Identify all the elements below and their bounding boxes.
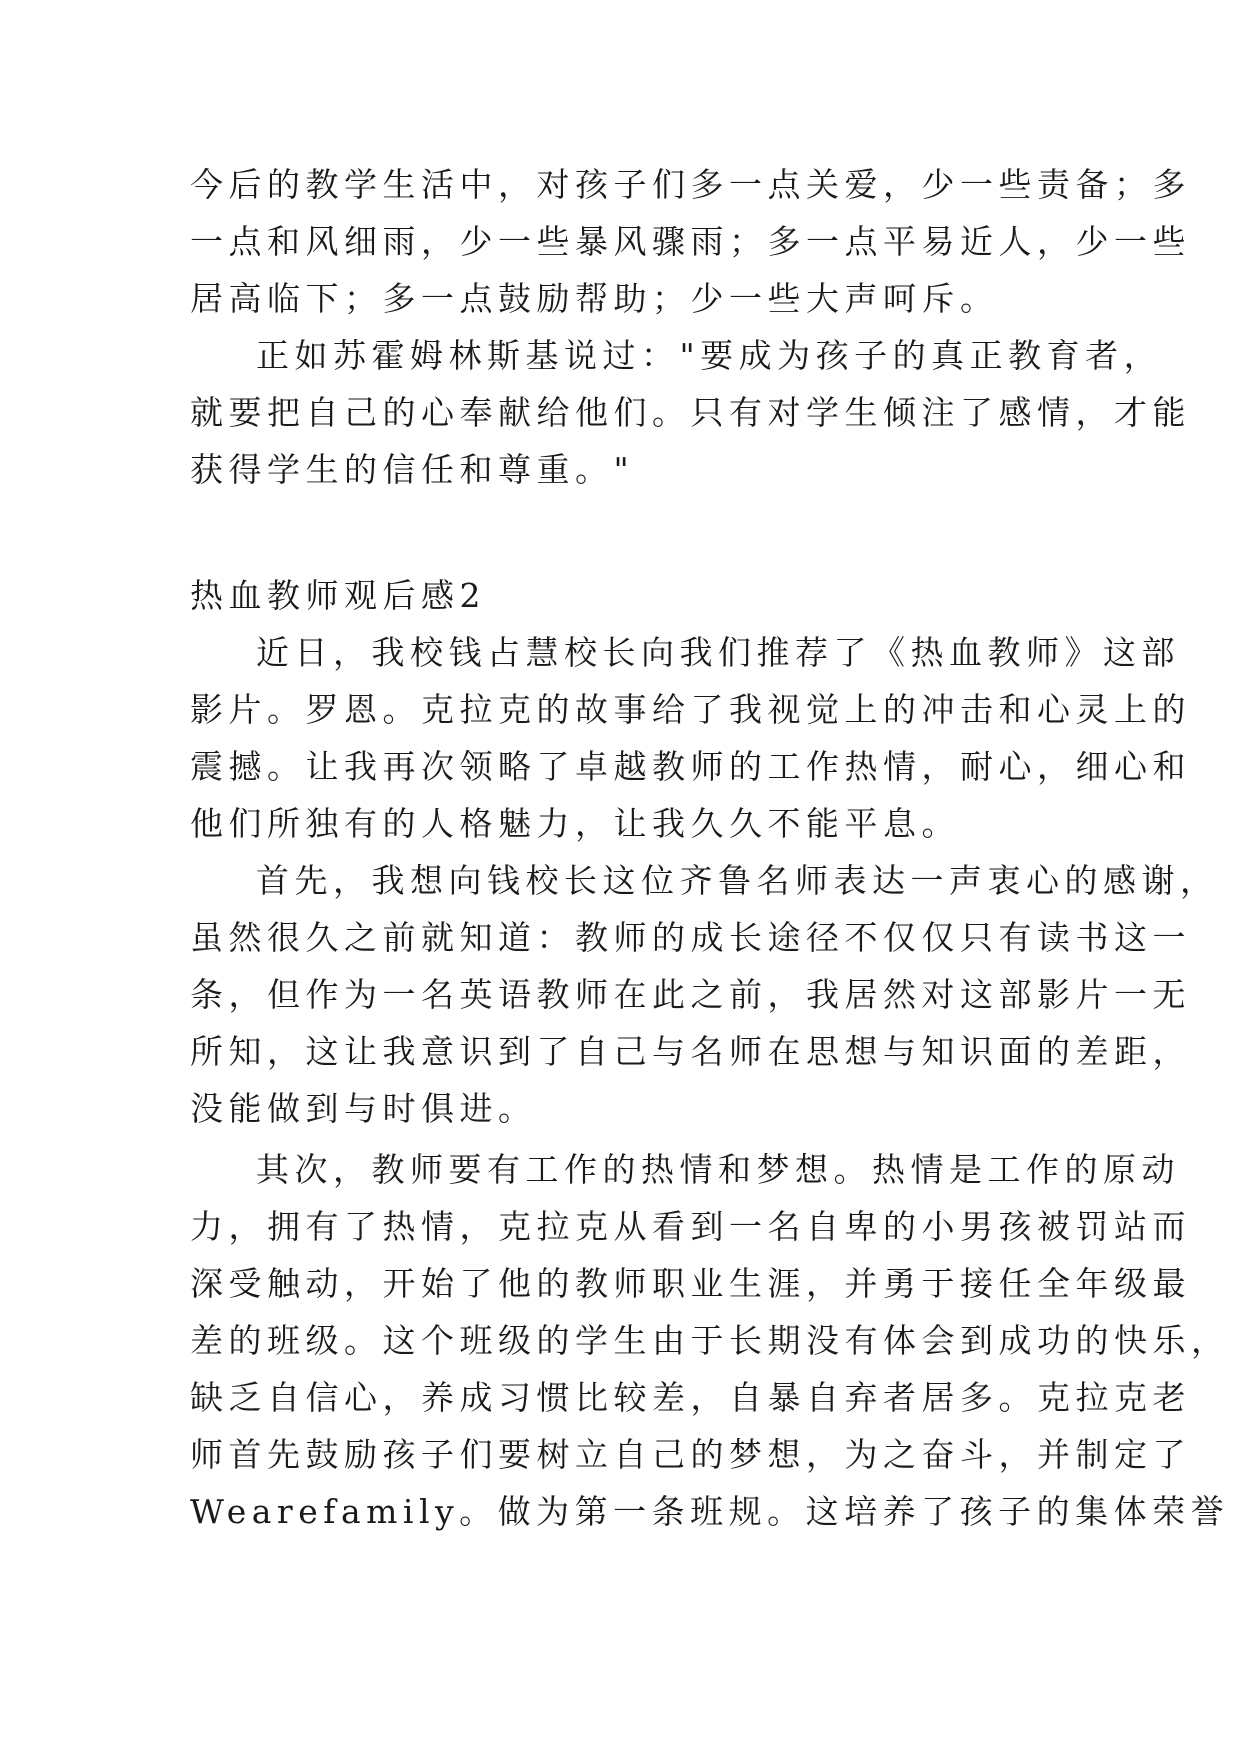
text-line: 师首先鼓励孩子们要树立自己的梦想，为之奋斗，并制定了 xyxy=(190,1435,1191,1474)
paragraph-first-line: 首先，我想向钱校长这位齐鲁名师表达一声衷心的感谢， xyxy=(256,861,1219,900)
text-line: 力，拥有了热情，克拉克从看到一名自卑的小男孩被罚站而 xyxy=(190,1207,1191,1246)
text-line: 居高临下；多一点鼓励帮助；少一些大声呵斥。 xyxy=(190,279,999,318)
text-line: 震撼。让我再次领略了卓越教师的工作热情，耐心，细心和 xyxy=(190,747,1191,786)
paragraph-first-line: 正如苏霍姆林斯基说过："要成为孩子的真正教育者， xyxy=(256,336,1163,375)
text-line: 虽然很久之前就知道：教师的成长途径不仅仅只有读书这一 xyxy=(190,918,1191,957)
text-line: Wearefamily。做为第一条班规。这培养了孩子的集体荣誉 xyxy=(190,1492,1230,1531)
paragraph-first-line: 其次，教师要有工作的热情和梦想。热情是工作的原动 xyxy=(256,1150,1180,1189)
section-heading: 热血教师观后感2 xyxy=(190,576,486,615)
text-line: 缺乏自信心，养成习惯比较差，自暴自弃者居多。克拉克老 xyxy=(190,1378,1191,1417)
text-line: 一点和风细雨，少一些暴风骤雨；多一点平易近人，少一些 xyxy=(190,222,1191,261)
text-line: 今后的教学生活中，对孩子们多一点关爱，少一些责备；多 xyxy=(190,165,1191,204)
text-line: 就要把自己的心奉献给他们。只有对学生倾注了感情，才能 xyxy=(190,393,1191,432)
text-line: 深受触动，开始了他的教师职业生涯，并勇于接任全年级最 xyxy=(190,1264,1191,1303)
text-line: 影片。罗恩。克拉克的故事给了我视觉上的冲击和心灵上的 xyxy=(190,690,1191,729)
paragraph-first-line: 近日，我校钱占慧校长向我们推荐了《热血教师》这部 xyxy=(256,633,1180,672)
text-line: 获得学生的信任和尊重。" xyxy=(190,450,635,489)
text-line: 他们所独有的人格魅力，让我久久不能平息。 xyxy=(190,804,960,843)
text-line: 所知，这让我意识到了自己与名师在思想与知识面的差距， xyxy=(190,1032,1191,1071)
text-line: 条，但作为一名英语教师在此之前，我居然对这部影片一无 xyxy=(190,975,1191,1014)
text-line: 没能做到与时俱进。 xyxy=(190,1089,537,1128)
text-line: 差的班级。这个班级的学生由于长期没有体会到成功的快乐， xyxy=(190,1321,1230,1360)
